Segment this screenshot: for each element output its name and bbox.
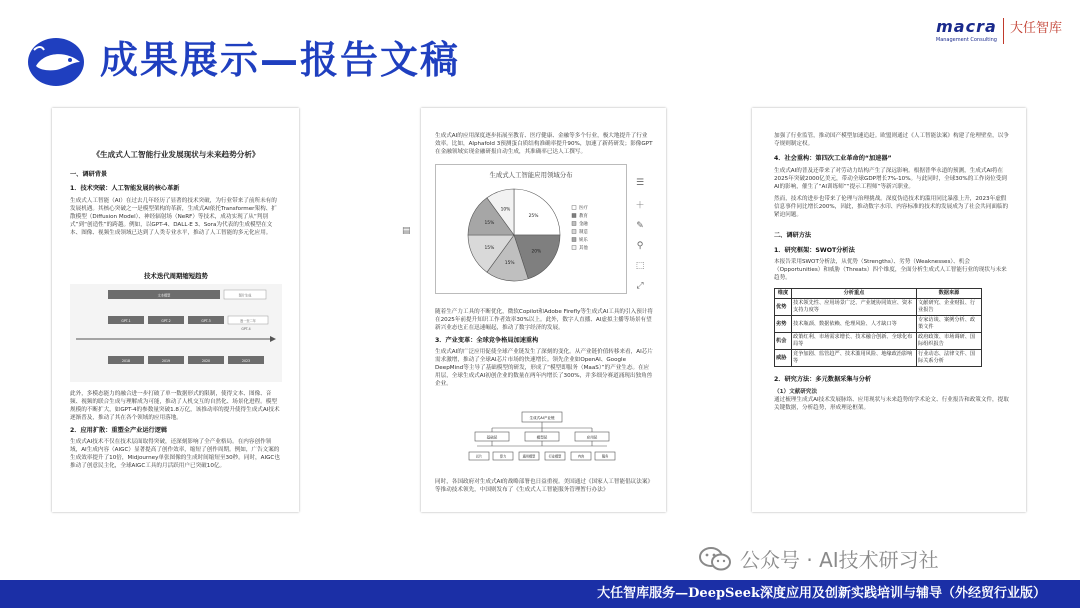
table-cell: 竞争加剧、监管趋严、技术滥用风险、地缘政治影响等 [792,350,917,367]
brand-chinese-name: 大任智库 [1009,21,1062,36]
table-cell: 机会 [775,333,792,350]
legend-swatch [572,246,576,250]
legend-swatch [572,230,576,234]
table-cell: 优势 [775,299,792,316]
legend-swatch [572,238,576,242]
report-page-1 [52,108,299,512]
report-page-2 [421,108,666,512]
table-cell: 文献研究、企业财报、行业报告 [917,299,982,316]
timeline-label: 逐一至二年 [240,319,256,323]
wechat-icon [698,546,732,572]
table-cell: 行业动态、法律文件、国际关系分析 [917,350,982,367]
table-header: 维度 [775,289,792,299]
pie-data-label: 15% [484,246,495,252]
chart-title: 生成式人工智能应用领域分布 [489,171,573,179]
org-node-label: 应用层 [586,435,598,440]
watermark-text: 公众号 · AI技术研习社 [740,548,939,572]
pie-data-label: 20% [531,249,542,255]
legend-swatch [572,206,576,210]
layout-options-icon[interactable]: ☰ [635,178,645,188]
paragraph: 生成式AI的普及还带来了对劳动力结构产生了深远影响。根据普华永道的预测，生成式AI将在2025年突破2000亿美元，带动全球GDP增长7%-10%。与此同时，全球30%的工作岗位受到AI的影响，催生了“AI训练师”“提示工程师”等新兴职业。 [774,168,1007,190]
pie-data-label: 15% [504,260,515,266]
legend-label: 医疗 [579,206,588,211]
table-cell: 政府政策、市场调研、国际组织报告 [917,333,982,350]
paragraph: 随着生产力工具的不断优化，微软Copilot和Adobe Firefly等生成式AI工具的引入预计将在2025年前提升知识工作者效率30%以上。此外，数字人直播、AI虚拟主播等场景有望新兴业态也正在迅速崛起，推动了数字经济的发展。 [435,309,653,331]
crop-icon[interactable]: ⬚ [635,261,645,271]
legend-label: 其他 [579,246,588,251]
org-node-label: 基础层 [486,435,498,440]
org-node-label: 生成式AI产业链 [529,416,555,420]
chart-styles-icon[interactable]: ✎ [636,221,644,231]
org-node-label: 算力 [499,454,507,459]
org-node-label: 通用模型 [522,454,536,459]
legend-label: 娱乐 [579,238,588,243]
paragraph: 生成式AI的广泛应用促使全球产业链发生了深刻的变化。从产业链价值转移来看，AI芯片需求激增，推动了全球AI芯片市场的快速增长。领先企业如OpenAI、Google DeepMind等主导了基础模型的研发，形成了“模型即服务（MaaS）”的产业生态。在应用层，全球生成式AI初创企业的数量在两年内增长了300%，并多细分赛道涌现出独角兽企业。 [435,349,653,387]
subsection-heading: 3．产业变革：全球竞争格局加速重构 [435,337,539,344]
legend-swatch [572,214,576,218]
timeline-label: 2020 [201,359,211,363]
subsection-heading: 2．研究方法：多元数据采集与分析 [774,376,872,383]
timeline-label: GPT-1 [121,319,131,323]
layout-anchor-icon[interactable]: ▤ [402,226,411,236]
legend-label: 金融 [579,222,588,227]
pie-data-label: 15% [484,220,495,226]
table-row [775,299,982,316]
org-node-label: 模型层 [536,435,548,440]
timeline-label: 文本模型 [157,293,171,298]
table-cell: 劣势 [775,316,792,333]
pie-data-label: 25% [528,213,539,219]
page-title: 成果展示—报告文稿 [100,38,461,82]
pie-chart-frame[interactable] [435,164,627,294]
timeline-label: 2019 [161,359,171,363]
pie-data-label: 10% [500,207,511,213]
subsection-heading: 2．应用扩散：重塑全产业运行逻辑 [70,427,168,434]
section-heading: 二、调研方法 [774,232,812,239]
paragraph: 生成式AI技术不仅在技术层面取得突破，还深刻影响了全产业格局。在内容创作领域，AI生成内容（AIGC）显著提高了创作效率，缩短了创作周期。例如，广告文案的生成效率提升了10倍，Midjourney单张图像的生成时间缩短至30秒。同时，AIGC也推动了创意民主化，全球AIGC工具的月活跃用户已突破10亿。 [70,439,280,469]
footer-text: 大任智库服务—DeepSeek深度应用及创新实践培训与辅导（外经贸行业版） [597,586,1046,601]
table-cell: 技术领先性、应用场景广泛、产业链协同效应、资本支持力度等 [792,299,917,316]
industry-chain-diagram [467,410,617,468]
table-cell: 政策红利、市场需求增长、技术融合创新、全球化布局等 [792,333,917,350]
subsection-heading: 1．技术突破：人工智能发展的核心革新 [70,185,180,192]
brand-subtitle: Management Consulting [935,37,997,43]
brand-name: macra [936,17,997,36]
timeline-label: GPT-2 [161,319,171,323]
org-node-label: 行业模型 [548,454,562,459]
paragraph: 然而，技术的进步也带来了伦理与治理挑战。深度伪造技术的滥用同比暴涨上升，2023年虚假信息事件同比增长200%，因此，推动数字水印、内容标准的技术的发展成为了社会共同面临的紧迫问题。 [774,196,1009,218]
table-cell: 专家访谈、案例分析、政策文件 [917,316,982,333]
timeline-label: 图片生成 [238,293,252,298]
footer-bar [0,580,1080,608]
table-row [775,316,982,333]
org-node-label: 服务 [601,454,609,459]
paragraph: 生成式AI的应用深度逐步拓展至教育、医疗健康、金融等多个行业，极大地提升了行业效率。比如，Alphafold 3预测蛋白质结构准确率提升90%，加速了新药研发；影像GPT在金融领域实现金融研报自动生成，其准确率已达人工撰写。 [435,133,653,155]
chart-elements-icon[interactable]: ＋ [635,201,645,211]
pie-slice [514,189,560,235]
paragraph: 本报告采用SWOT分析法，从优势（Strengths）、劣势（Weaknesses）、机会（Opportunities）和威胁（Threats）四个维度，全面分析生成式人工智能行业的现状与未来趋势。 [774,259,1007,281]
paragraph: 生成式人工智能（AI）在过去几年经历了显著的技术突破，为行业带来了前所未有的发展机遇。其核心突破之一是模型架构的革新，生成式AI依托Transformer架构、扩散模型（Diffusion Model）、神经辐射场（NeRF）等技术，成功实现了从“判别式”到“创造性”的跨越。例如，以GPT-4、DALL·E 3、Sora为代表的生成模型在文本、图像、视频生成领域已达到了人类专业水平，推动了人工智能的多元化应用。 [70,198,277,236]
section-heading: 一、调研背景 [70,171,108,178]
paragraph: 通过梳理生成式AI技术发展脉络、应用现状与未来趋势的学术论文、行业报告和政策文件，提取关键数据，分析趋势，形成理论框架。 [774,397,1009,411]
paragraph: 加强了行业监管，推动国产模型加速追赶。欧盟则通过《人工智能法案》构建了伦理壁垒，以争夺规则制定权。 [774,133,1009,147]
paragraph: 此外，多模态能力的融合进一步打破了单一数据形式的限制，使得文本、图像、音频、视频的联合生成与理解成为可能，推动了人机交互的自然化、场景化进程。模型规模的不断扩大，如GPT-4的参数量突破1.8万亿，该推动率的提升使得生成式AI技术逐渐普及，推动了其在各个领域的应用落地。 [70,391,280,421]
table-row [775,333,982,350]
timeline-label: 2023 [241,359,251,363]
figure-title: 技术迭代周期缩短趋势 [144,272,208,280]
chart-toolbar [631,178,649,291]
legend-swatch [572,222,576,226]
legend-label: 教育 [579,214,588,219]
timeline-diagram [70,284,282,382]
table-cell: 技术瓶颈、数据依赖、伦理风险、人才缺口等 [792,316,917,333]
swot-table [774,288,982,367]
timeline-label: 2018 [121,359,131,363]
subsection-heading: 1．研究框架：SWOT分析法 [774,247,855,254]
table-header: 数据来源 [917,289,982,299]
table-cell: 威胁 [775,350,792,367]
whale-logo-icon [26,32,90,88]
table-row [775,350,982,367]
org-node-label: 内容 [577,454,585,459]
legend-label: 制造 [579,230,588,235]
subsection-heading: 4．社会重构：第四次工业革命的“加速器” [774,155,892,162]
subsection-heading: （1）文献研究法 [774,389,818,395]
timeline-figure [70,272,282,382]
document-title: 《生成式人工智能行业发展现状与未来趋势分析》 [92,150,260,159]
expand-icon[interactable]: ⤢ [636,281,644,291]
timeline-label: GPT-3 [201,319,211,323]
org-node-label: 芯片 [475,454,483,459]
pie-chart [436,181,626,291]
watermark [698,544,939,573]
report-page-3 [752,108,1026,512]
chart-filter-icon[interactable]: ⚲ [636,241,644,251]
brand-logo [936,18,1062,44]
timeline-label: GPT-4 [241,327,251,331]
table-header: 分析重点 [792,289,917,299]
paragraph: 同时，各国政府对生成式AI的战略部署也日益重视。美国通过《国家人工智能倡议法案》等推动技术领先，中国则发布了《生成式人工智能服务管理暂行办法》 [435,479,651,493]
